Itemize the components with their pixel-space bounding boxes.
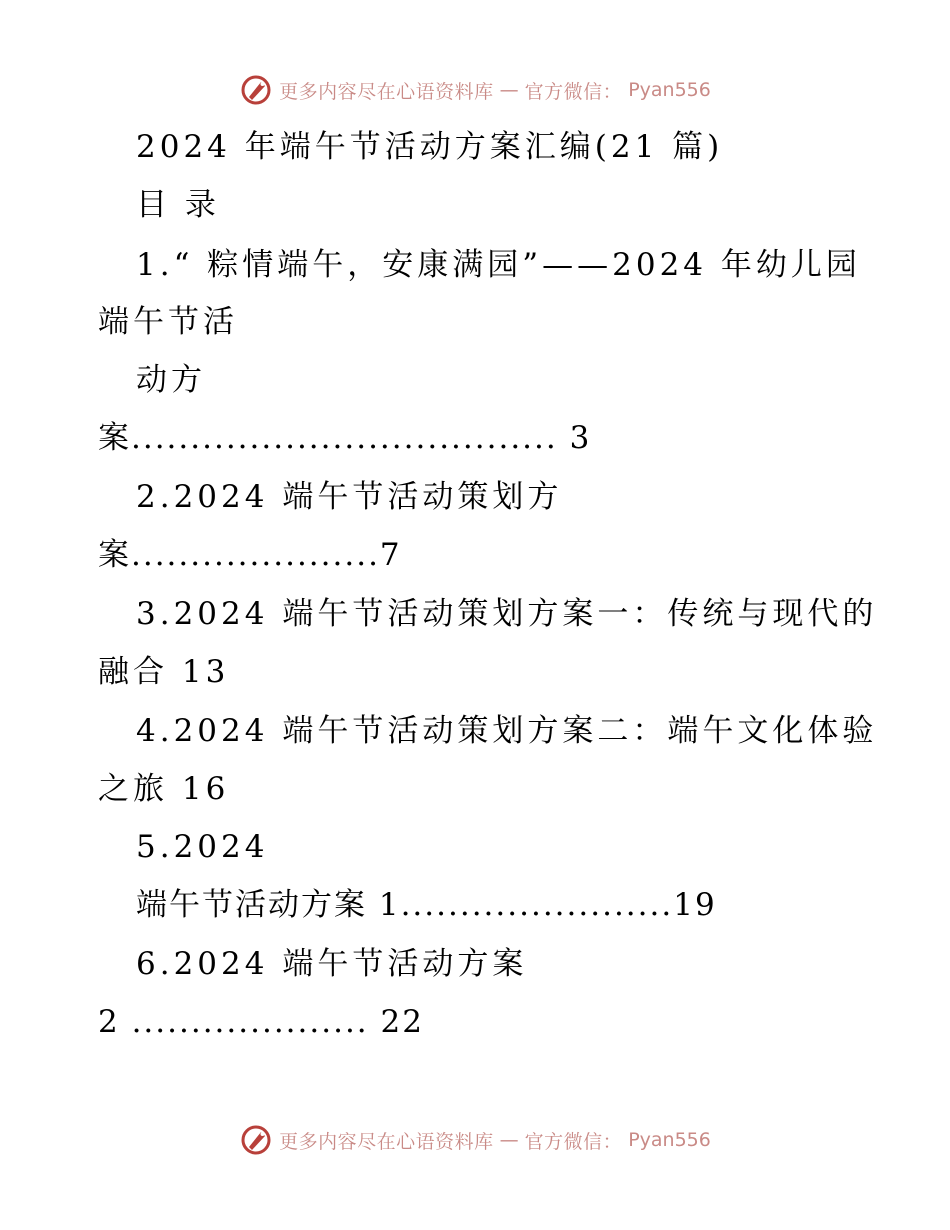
- watermark-official: 官方微信：: [524, 1130, 623, 1153]
- toc-item-3-page[interactable]: 融合 13: [98, 654, 230, 690]
- toc-heading: 目 录: [136, 187, 220, 223]
- toc-item-6-line-1[interactable]: 6.2024 端午节活动方案: [136, 946, 528, 982]
- toc-item-4-page[interactable]: 之旅 16: [98, 771, 230, 807]
- watermark-dash: —: [499, 79, 519, 101]
- toc-item-5-page[interactable]: 端午节活动方案 1.......................19: [136, 887, 717, 923]
- toc-item-3-line-1[interactable]: 3.2024 端午节活动策划方案一：传统与现代的: [136, 596, 878, 632]
- watermark-wechat-id: Pyan556: [628, 79, 711, 101]
- footer-watermark: [0, 1122, 950, 1158]
- toc-item-5-line-1[interactable]: 5.2024: [136, 829, 269, 865]
- toc-item-6-page[interactable]: 2 .................... 22: [98, 1004, 424, 1040]
- pen-nib-circle-icon: [239, 1123, 273, 1157]
- document-title: 2024 年端午节活动方案汇编(21 篇): [136, 129, 724, 165]
- watermark-official: 官方微信：: [524, 80, 623, 103]
- watermark-wechat-id: Pyan556: [628, 1129, 711, 1151]
- toc-item-1-page[interactable]: 案.................................... 3: [98, 420, 592, 456]
- watermark-dash: —: [499, 1129, 519, 1151]
- toc-item-1-line-1[interactable]: 1.“ 粽情端午，安康满园”——2024 年幼儿园: [136, 247, 861, 283]
- toc-item-2-page[interactable]: 案.....................7: [98, 537, 402, 573]
- watermark-brand: 更多内容尽在心语资料库: [279, 1130, 494, 1153]
- watermark-brand: 更多内容尽在心语资料库: [279, 80, 494, 103]
- toc-item-1-line-2[interactable]: 端午节活: [98, 304, 238, 340]
- toc-item-2-line-1[interactable]: 2.2024 端午节活动策划方: [136, 479, 563, 515]
- toc-item-4-line-1[interactable]: 4.2024 端午节活动策划方案二：端午文化体验: [136, 713, 878, 749]
- toc-item-1-line-3[interactable]: 动方: [136, 362, 206, 398]
